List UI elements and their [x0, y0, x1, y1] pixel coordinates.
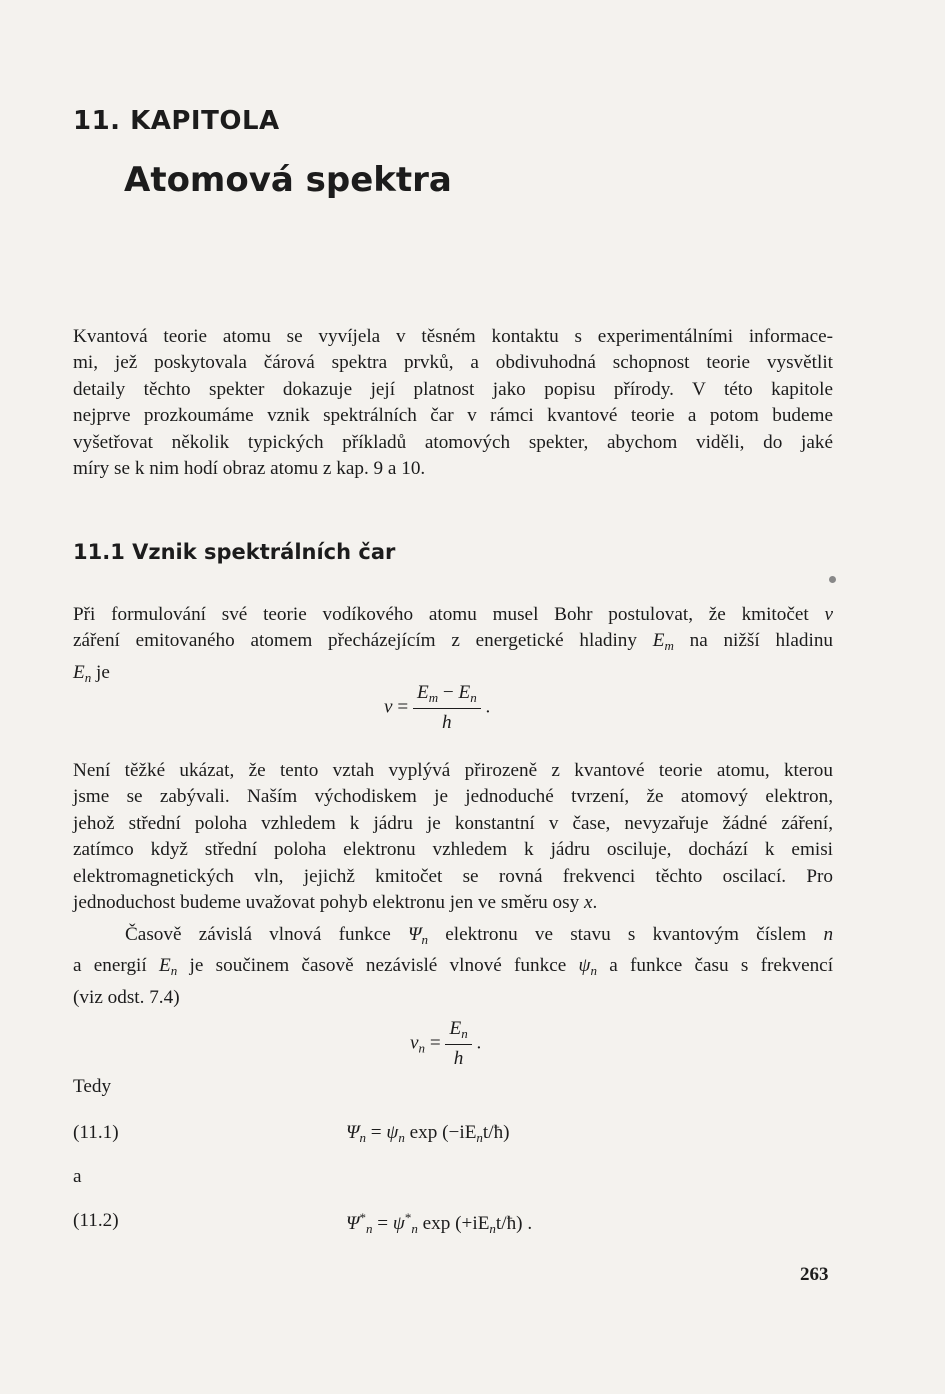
intro-line: vyšetřovat několik typických příkladů atomových spekter, abychom viděli, do jaké	[73, 431, 833, 453]
page-number: 263	[800, 1264, 829, 1285]
paragraph-line: (viz odst. 7.4)	[73, 986, 180, 1008]
bohr-paragraph	[73, 602, 833, 691]
word-a: a	[73, 1166, 82, 1187]
equation-11-1: $\Psi_n = \psi_n$ $\exp (-iE_nt/ħ)$	[346, 1122, 510, 1145]
paragraph-line: a energií $E_n$ je součinem časově nezávislé vlnové funkce $\psi_n$ a funkce času s frekvencí	[73, 955, 834, 979]
paragraph-line: jehož střední poloha vzhledem k jádru je konstantní v čase, nevyzařuje žádné záření,	[73, 812, 833, 834]
equation-frequency-n: $\nu_n$ = $\frac{E_n}{h}$ .	[410, 1018, 482, 1069]
eq-sign: =	[397, 696, 409, 718]
paragraph-line: zatímco když střední poloha elektronu vzhledem k jádru osciluje, dochází k emisi	[73, 839, 833, 861]
intro-line: mi, jež poskytovala čárová spektra prvků, a obdivuhodná schopnost teorie vysvětlit	[73, 352, 833, 374]
fraction: $\frac{E_m - E_n}{h}$	[413, 682, 481, 734]
chapter-label: 11. KAPITOLA	[73, 106, 280, 136]
equation-label: (11.2)	[73, 1210, 119, 1231]
wavefunction-paragraph	[73, 922, 833, 1011]
equation-label: (11.1)	[73, 1122, 119, 1143]
intro-paragraph	[73, 324, 833, 482]
intro-line: detaily těchto spekter dokazuje její platnost jako popisu přírody. V této kapitole	[73, 378, 833, 400]
section-heading: 11.1 Vznik spektrálních čar	[73, 540, 396, 564]
intro-line: míry se k nim hodí obraz atomu z kap. 9 a 10.	[73, 458, 426, 480]
paragraph-line: $E_n$ je	[73, 661, 110, 685]
explanation-paragraph	[73, 758, 833, 916]
intro-line: Kvantová teorie atomu se vyvíjela v těsném kontaktu s experimentálními informace-	[73, 326, 833, 347]
paragraph-line: elektromagnetických vln, jejichž kmitočet se rovná frekvenci těchto oscilací. Pro	[73, 865, 833, 887]
paragraph-line: záření emitovaného atomem přecházejícím z energetické hladiny $E_m$ na nižší hladinu	[73, 630, 834, 654]
equation-frequency: ν = $\frac{E_m - E_n}{h}$ .	[384, 682, 491, 733]
paragraph-line: Při formulování své teorie vodíkového atomu musel Bohr postulovat, že kmitočet ν	[73, 604, 833, 625]
paragraph-line: Časově závislá vlnová funkce $\Psi_n$ elektronu ve stavu s kvantovým číslem n	[125, 924, 834, 947]
eq-symbol: ν	[384, 696, 393, 718]
paragraph-line: Není těžké ukázat, že tento vztah vyplývá přirozeně z kvantové teorie atomu, kterou	[73, 760, 833, 781]
fraction: $\frac{E_n}{h}$	[445, 1018, 471, 1070]
paragraph-line: jsme se zabývali. Naším východiskem je jednoduché tvrzení, že atomový elektron,	[73, 786, 833, 808]
paragraph-line: jednoduchost budeme uvažovat pohyb elektronu jen ve směru osy x.	[73, 892, 598, 914]
word-tedy: Tedy	[73, 1076, 112, 1097]
chapter-title: Atomová spektra	[124, 160, 452, 200]
intro-line: nejprve prozkoumáme vznik spektrálních čar v rámci kvantové teorie a potom budeme	[73, 405, 833, 427]
equation-11-2: $\Psi^*_n = \psi^*_n$ $\exp (+iE_nt/ħ)$ .	[346, 1210, 533, 1236]
print-speck	[829, 576, 836, 583]
